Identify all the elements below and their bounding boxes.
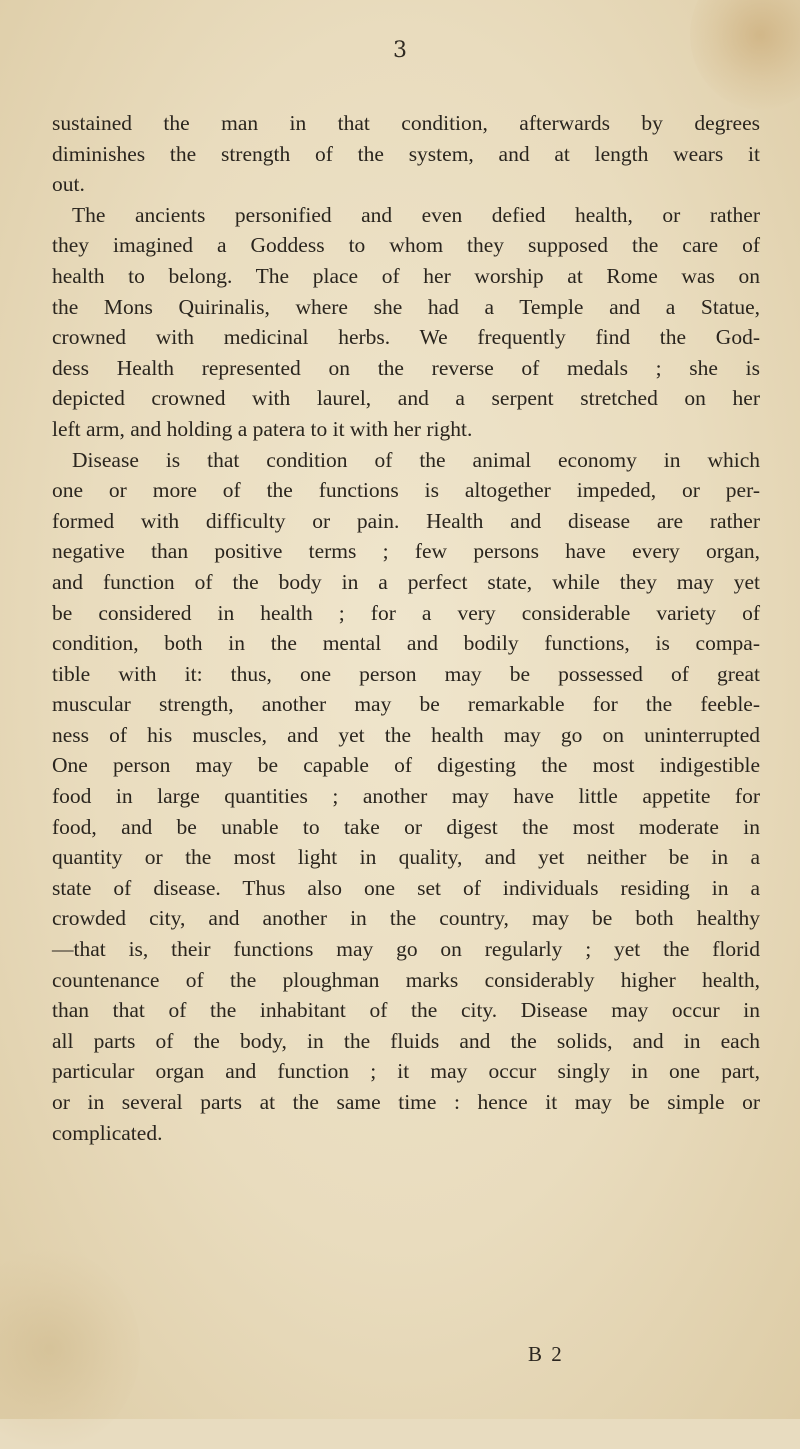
text-line: crowded city, and another in the country, may be both healthy — [52, 906, 760, 931]
text-line: and function of the body in a perfect state, while they may yet — [52, 569, 760, 594]
text-line: complicated. — [52, 1120, 163, 1145]
text-line: food, and be unable to take or digest the most moderate in — [52, 814, 760, 839]
text-line: particular organ and function ; it may occur singly in one part, — [52, 1059, 760, 1084]
text-line: negative than positive terms ; few persons have every organ, — [52, 539, 760, 564]
text-line: food in large quantities ; another may have little appetite for — [52, 784, 760, 809]
text-line: The ancients personified and even defied health, or rather — [72, 202, 760, 227]
text-line: left arm, and holding a patera to it with her right. — [52, 416, 473, 441]
text-line: diminishes the strength of the system, and at length wears it — [52, 141, 760, 166]
text-line: than that of the inhabitant of the city. Disease may occur in — [52, 998, 760, 1023]
text-line: all parts of the body, in the fluids and the solids, and in each — [52, 1028, 760, 1053]
text-line: formed with difficulty or pain. Health and disease are rather — [52, 508, 760, 533]
text-line: condition, both in the mental and bodily functions, is compa- — [52, 631, 760, 656]
body-text — [52, 108, 760, 1148]
text-line: health to belong. The place of her worship at Rome was on — [52, 263, 760, 288]
text-line: sustained the man in that condition, afterwards by degrees — [52, 111, 760, 135]
paper-stain-bottom-left — [0, 1249, 140, 1449]
text-line: depicted crowned with laurel, and a serpent stretched on her — [52, 386, 760, 411]
page-number: 3 — [393, 38, 407, 63]
text-line: quantity or the most light in quality, and yet neither be in a — [52, 845, 760, 870]
text-line: one or more of the functions is altogether impeded, or per- — [52, 478, 760, 503]
text-line: One person may be capable of digesting the most indigestible — [52, 753, 760, 778]
text-line: countenance of the ploughman marks considerably higher health, — [52, 967, 760, 992]
text-line: state of disease. Thus also one set of individuals residing in a — [52, 875, 760, 900]
text-line: tible with it: thus, one person may be possessed of great — [52, 661, 760, 686]
text-line: be considered in health ; for a very considerable variety of — [52, 600, 760, 625]
text-line: ness of his muscles, and yet the health may go on uninterrupted — [52, 722, 760, 747]
text-line: they imagined a Goddess to whom they supposed the care of — [52, 233, 760, 258]
text-line: crowned with medicinal herbs. We frequently find the God- — [52, 325, 760, 350]
text-line: the Mons Quirinalis, where she had a Temple and a Statue, — [52, 294, 760, 319]
text-line: dess Health represented on the reverse of medals ; she is — [52, 355, 760, 380]
text-line: Disease is that condition of the animal economy in which — [72, 447, 760, 472]
text-line: or in several parts at the same time : hence it may be simple or — [52, 1090, 760, 1114]
text-line: out. — [52, 172, 85, 197]
text-line: muscular strength, another may be remarkable for the feeble- — [52, 692, 760, 717]
text-line: —that is, their functions may go on regularly ; yet the florid — [52, 937, 760, 962]
printer-signature-mark: B 2 — [528, 1342, 564, 1366]
